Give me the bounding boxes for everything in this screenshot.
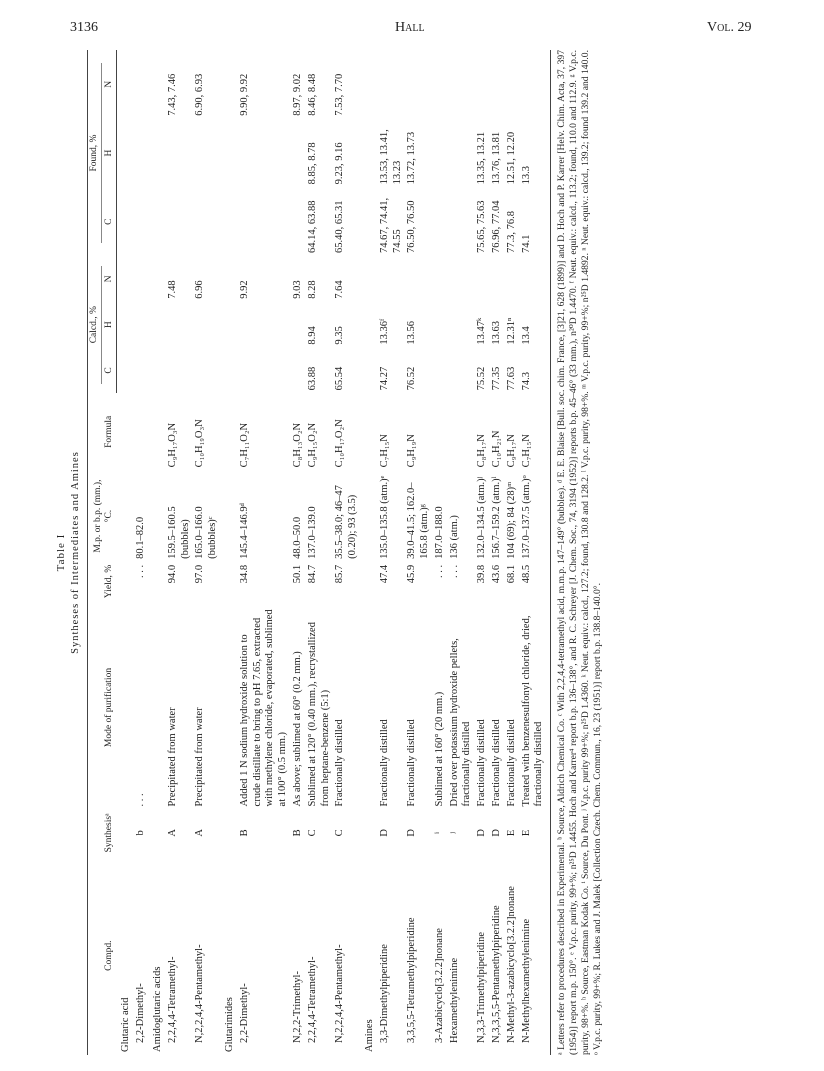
table-cell-calcd-c <box>238 348 291 394</box>
table-cell-calcd-c <box>193 348 221 394</box>
table-cell-mp: 165.0–166.0 (bubbles)ᶜ <box>194 506 219 559</box>
table-cell-calcd-n: 6.96 <box>194 280 206 299</box>
table-cell-mp: 136 (atm.) <box>448 515 460 559</box>
table-cell-formula <box>134 393 149 470</box>
table-cell-calcd-n <box>134 256 149 302</box>
table-cell-formula: C₁₀H₁₇O₂N <box>334 419 346 468</box>
table-cell-found-c <box>193 187 221 256</box>
table-cell-calcd-n: 7.64 <box>334 280 346 299</box>
table-cell-compd: 3-Azabicyclo[3.2.2]nonane <box>433 928 445 1043</box>
table-cell-synthesis: b <box>135 830 147 836</box>
page-number: 3136 <box>70 20 98 35</box>
table-cell-calcd-h: 13.63 <box>491 320 503 345</box>
table-row <box>291 50 306 1055</box>
table-cell-found-n <box>433 50 448 119</box>
header-found-c: C <box>103 187 117 256</box>
table-cell-yield: 50.1 <box>291 564 303 584</box>
header-calcd-h: H <box>103 302 117 348</box>
table-cell-yield: 85.7 <box>334 564 346 584</box>
table-cell-found-h <box>448 119 476 188</box>
table-cell-found-c: 76.96, 77.04 <box>491 200 503 254</box>
table-cell-calcd-h <box>193 302 221 348</box>
table-cell-found-n: 7.53, 7.70 <box>334 73 346 116</box>
table-cell-mode: As above; sublimed at 60° (0.2 mm.) <box>291 651 303 807</box>
table-cell-calcd-n <box>433 256 448 302</box>
table-cell-calcd-c <box>448 348 476 394</box>
table-cell-synthesis: D <box>476 829 488 837</box>
table-cell-mode: Fractionally distilled <box>491 719 503 807</box>
table-row <box>378 50 406 1055</box>
table-cell-mode: Fractionally distilled <box>505 719 517 807</box>
table-cell-calcd-n: 9.03 <box>291 280 303 299</box>
table-cell-compd: 2,2,4,4-Tetramethyl- <box>306 956 318 1043</box>
table-cell-mode: Added 1 N sodium hydroxide solution to crude distillate to bring to pH 7.65, extracted with methylene chloride, evaporated, sublimed at 100° (0.5 mm.) <box>238 609 289 807</box>
table-cell-found-c <box>134 187 149 256</box>
table-cell-found-c <box>166 187 194 256</box>
table-cell-found-n: 8.46, 8.48 <box>306 73 318 116</box>
table-cell-mode: Fractionally distilled <box>476 719 488 807</box>
table-cell-found-h: 13.35, 13.21 <box>476 131 488 185</box>
table-row <box>306 50 334 1055</box>
table-row <box>333 50 361 1055</box>
table-cell-mp: 156.7–159.2 (atm.)ˡ <box>491 476 503 559</box>
table-cell-compd: 2,2-Dimethyl- <box>135 983 147 1043</box>
table-cell-found-n <box>505 50 520 119</box>
table-section-row <box>149 50 166 1055</box>
table-cell-mode: Precipitated from water <box>194 707 206 807</box>
table-cell-compd: N,2,2,4,4-Pentamethyl- <box>334 944 346 1043</box>
table-cell-mp: 145.4–146.9ᵈ <box>238 503 250 559</box>
table-cell-found-n: 8.97, 9.02 <box>291 73 303 116</box>
table-number: Table I <box>55 533 67 572</box>
table-cell-calcd-c: 63.88 <box>306 366 318 391</box>
table-footnotes: ᵃ Letters refer to procedures described in Experimental. ᵇ Source, Aldrich Chemical Co. ᶜ With 2,2,4,4-tetramethyl acid, m.m.p. 147–149° (bubbles). ᵈ E. E. Blaise [Bull. soc. chim. France, [3]21, 628 (1899)] and D. Hoch and P. Karrer [Helv. Chim. Acta, 37, 397 (1954)] report m.p. 150°. ᵉ V.p.c. purity, 99+%; n²⁵D 1.4455. Hoch and Karrer⁴ report b.p. 136–138°, and R. C. Schreyer [J. Chem. Soc., 74, 3194 (1952)] reports b.p. 45–46° (33 mm.), n²⁰D 1.4470. ᶠ Neut. equiv.: calcd., 113.2; found, 110.0 and 112.9. ᵍ V.p.c. purity, 98+%. ʰ Source, Eastman Kodak Co. ⁱ Source, Du Pont. ʲ V.p.c. purity 99+%; n²⁵D 1.4360. ᵏ Neut. equiv.: calcd., 127.2; found, 130.8 and 128.2. ˡ V.p.c. purity, 98+%. ᵐ V.p.c. purity, 99+%; n²⁵D 1.4892. ⁿ Neut. equiv.: calcd., 139.2; found 139.2 and 140.0. ᵒ V.p.c. purity, 99+%; R. Lukes and J. Malek [Collection Czech. Chem. Commun., 16, 23 (1951)] report b.p. 138.8–140.0°. <box>556 50 604 1055</box>
table-cell-mp: 132.0–134.5 (atm.)ʲ <box>476 476 488 559</box>
table-cell-compd: N,2,2-Trimethyl- <box>291 971 303 1043</box>
section-label: Amines <box>363 1019 375 1052</box>
table-cell-found-h <box>134 119 149 188</box>
table-cell-calcd-h <box>433 302 448 348</box>
table-cell-calcd-c <box>166 348 194 394</box>
table-cell-synthesis: A <box>194 829 206 837</box>
table-cell-formula <box>448 393 476 470</box>
table-cell-found-c: 75.65, 75.63 <box>476 200 488 254</box>
table-cell-calcd-c: 76.52 <box>406 366 418 391</box>
header-calcd-n: N <box>103 256 117 302</box>
table-cell-found-h: 13.3 <box>520 119 551 188</box>
table-cell-calcd-c <box>291 348 306 394</box>
volume-label: Vol. 29 <box>707 20 752 35</box>
table-cell-calcd-n <box>405 256 433 302</box>
table-cell-yield: 43.6 <box>491 564 503 584</box>
table-cell-formula: C₈H₁₇N <box>476 434 488 468</box>
table-cell-mode: Treated with benzenesulfonyl chloride, dried, fractionally distilled <box>520 606 551 810</box>
table-cell-synthesis: A <box>166 829 178 837</box>
table-cell-compd: 3,3,5,5-Tetramethylpiperidine <box>406 917 418 1043</box>
table-cell-found-h: 8.85, 8.78 <box>306 142 318 185</box>
table-cell-found-n <box>448 50 476 119</box>
table-cell-synthesis: ʲ <box>448 832 460 834</box>
running-author: Hall <box>395 20 425 35</box>
table-cell-calcd-h <box>448 302 476 348</box>
table-cell-found-c: 65.40, 65.31 <box>334 200 346 254</box>
table-cell-yield: . . . <box>433 564 445 578</box>
table-cell-compd: N-Methyl-3-azabicyclo[3.2.2]nonane <box>505 886 517 1043</box>
table-cell-calcd-n <box>520 256 551 302</box>
header-found-h: H <box>103 119 117 188</box>
table-cell-formula <box>433 393 448 470</box>
header-found-n: N <box>103 50 117 119</box>
table-caption <box>55 50 83 1055</box>
table-cell-mode: . . . <box>135 793 147 807</box>
table-row <box>193 50 221 1055</box>
table-cell-mp: 35.5–38.0; 46–47 (0.20); 93 (3.5) <box>334 485 359 559</box>
table-cell-mp: 187.0–188.0 <box>433 506 445 559</box>
table-cell-calcd-h: 9.35 <box>334 326 346 345</box>
table-cell-mp: 80.1–82.0 <box>135 516 147 559</box>
section-label: Glutaric acid <box>120 997 132 1052</box>
table-cell-mp: 137.0–139.0 <box>306 506 318 559</box>
table-row <box>238 50 291 1055</box>
table-cell-mp: 48.0–50.0 <box>291 516 303 559</box>
table-cell-calcd-h <box>134 302 149 348</box>
table-cell-mp: 39.0–41.5; 162.0–165.8 (atm.)ᵍ <box>406 482 431 559</box>
table-section-row <box>361 50 378 1055</box>
table-row <box>433 50 448 1055</box>
table-row <box>475 50 490 1055</box>
table-cell-formula: C₁₀H₁₉O₃N <box>194 419 206 468</box>
table-cell-calcd-c <box>134 348 149 394</box>
table-cell-compd: 2,2,4,4-Tetramethyl- <box>166 956 178 1043</box>
table-row <box>134 50 149 1055</box>
table-cell-formula: C₇H₁₁O₂N <box>238 422 250 468</box>
table-cell-mp: 159.5–160.5 (bubbles) <box>166 506 191 559</box>
table-cell-calcd-n <box>448 256 476 302</box>
table-cell-found-n <box>405 50 433 119</box>
table-cell-yield: 34.8 <box>238 564 250 584</box>
table-cell-synthesis: B <box>238 829 250 837</box>
table-cell-formula: C₈H₁₃O₂N <box>291 422 303 468</box>
table-cell-synthesis: C <box>334 829 346 837</box>
table-cell-found-c <box>448 187 476 256</box>
table-cell-yield: 97.0 <box>194 564 206 584</box>
table-cell-mode: Precipitated from water <box>166 707 178 807</box>
table-cell-mode: Fractionally distilled <box>406 719 418 807</box>
header-compd: Compd. <box>88 856 117 1055</box>
table-cell-yield: 84.7 <box>306 564 318 584</box>
table-cell-calcd-c: 74.3 <box>520 348 551 394</box>
table-cell-found-c: 74.1 <box>520 187 551 256</box>
table-cell-calcd-c: 74.27 <box>378 366 390 391</box>
table-cell-found-h <box>433 119 448 188</box>
table-cell-found-h: 13.53, 13.41, 13.23 <box>378 129 403 185</box>
table-cell-formula: C₁₀H₂₁N <box>491 430 503 468</box>
table-row <box>505 50 520 1055</box>
section-label: Glutarimides <box>223 997 235 1052</box>
table-cell-found-h <box>166 119 194 188</box>
table-cell-yield: 45.9 <box>406 564 418 584</box>
table-cell-formula: C₉H₁₉N <box>406 434 418 468</box>
table-cell-calcd-h: 13.56 <box>406 320 418 345</box>
table-cell-calcd-h: 13.36ᶠ <box>378 318 390 345</box>
table-cell-found-c <box>291 187 306 256</box>
table-cell-found-c: 77.3, 76.8 <box>505 211 517 254</box>
table-cell-yield: . . . <box>448 564 460 578</box>
table-cell-calcd-h <box>238 302 291 348</box>
table-cell-found-n <box>520 50 551 119</box>
table-cell-yield: 39.8 <box>476 564 488 584</box>
rotated-table-block <box>55 50 795 1055</box>
table-cell-synthesis: ⁱ <box>433 831 445 834</box>
table-cell-formula: C₉H₁₇O₃N <box>166 422 178 468</box>
table-cell-found-c: 76.50, 76.50 <box>406 200 418 254</box>
table-row <box>520 50 551 1055</box>
table-cell-yield: 68.1 <box>505 564 517 584</box>
table-cell-found-h: 13.72, 13.73 <box>406 131 418 185</box>
table-cell-found-n <box>134 50 149 119</box>
header-yield: Yield, % <box>88 562 117 606</box>
table-cell-found-h <box>193 119 221 188</box>
table-cell-compd: N,2,2,4,4-Pentamethyl- <box>194 944 206 1043</box>
table-cell-found-n: 9.90, 9.92 <box>238 73 250 116</box>
table-row <box>490 50 505 1055</box>
table-section-row <box>117 50 134 1055</box>
table-body <box>117 50 551 1055</box>
table-cell-mode: Fractionally distilled <box>334 719 346 807</box>
table-cell-formula: C₇H₁₅N <box>520 393 551 470</box>
table-cell-mode: Sublimed at 160° (20 mm.) <box>433 691 445 807</box>
header-calcd: Calcd., % <box>88 256 103 393</box>
table-cell-calcd-n <box>475 256 490 302</box>
table-cell-calcd-c: 75.52 <box>476 366 488 391</box>
table-cell-found-c: 74.67, 74.41, 74.55 <box>378 197 403 254</box>
table-cell-mode: Sublimed at 120° (0.40 mm.), recrystallized from heptane-benzene (5:1) <box>306 622 331 807</box>
header-synthesis: Synthesisᵃ <box>88 809 117 856</box>
table-section-row <box>221 50 238 1055</box>
header-formula: Formula <box>88 393 117 470</box>
table-cell-calcd-h: 8.94 <box>306 326 318 345</box>
header-calcd-c: C <box>103 348 117 394</box>
table-cell-calcd-n: 7.48 <box>166 280 178 299</box>
header-mp: M.p. or b.p. (mm.), °C. <box>88 470 117 562</box>
table-cell-synthesis: D <box>378 829 390 837</box>
table-cell-mp: 137.0–137.5 (atm.)ᵒ <box>520 470 551 562</box>
table-cell-found-n: 6.90, 6.93 <box>194 73 206 116</box>
table-cell-synthesis: B <box>291 829 303 837</box>
table-cell-yield: 47.4 <box>378 564 390 584</box>
table-cell-calcd-n <box>490 256 505 302</box>
table-cell-calcd-h <box>166 302 194 348</box>
table-cell-calcd-h: 12.31ⁿ <box>505 317 517 345</box>
table-cell-calcd-c: 77.35 <box>491 366 503 391</box>
table-cell-calcd-c: 65.54 <box>334 366 346 391</box>
table-cell-calcd-c <box>433 348 448 394</box>
table-cell-formula: C₇H₁₅N <box>378 434 390 468</box>
table-cell-found-n <box>378 50 406 119</box>
header-mode: Mode of purification <box>88 606 117 810</box>
table-cell-yield: 48.5 <box>520 562 551 606</box>
table-title: Syntheses of Intermediates and Amines <box>70 451 82 654</box>
table-cell-calcd-n <box>378 256 406 302</box>
table-cell-mode: Fractionally distilled <box>378 719 390 807</box>
table-cell-compd: N,3,3-Trimethylpiperidine <box>476 931 488 1043</box>
table-cell-yield: 94.0 <box>166 564 178 584</box>
table-cell-calcd-n <box>505 256 520 302</box>
table-cell-compd: N-Methylhexamethylenimine <box>520 856 551 1055</box>
table-cell-mp: 104 (69); 84 (28)ᵐ <box>505 481 517 559</box>
table-cell-found-n: 7.43, 7.46 <box>166 73 178 116</box>
table-cell-calcd-h: 13.47ᵏ <box>476 317 488 345</box>
table-cell-found-n <box>475 50 490 119</box>
header-found: Found, % <box>88 50 103 256</box>
table-cell-found-c <box>433 187 448 256</box>
table-cell-found-c: 64.14, 63.88 <box>306 200 318 254</box>
table-cell-compd: N,3,3,5,5-Pentamethylpiperidine <box>491 905 503 1043</box>
table-cell-synthesis: D <box>406 829 418 837</box>
table-row <box>448 50 476 1055</box>
section-label: Amidoglutaric acids <box>151 966 163 1052</box>
table-cell-calcd-h <box>291 302 306 348</box>
table-cell-calcd-n: 8.28 <box>306 280 318 299</box>
table-cell-found-c <box>238 187 291 256</box>
table-cell-compd: Hexamethylenimine <box>448 957 460 1043</box>
table-cell-found-h <box>238 119 291 188</box>
table-cell-compd: 2,2-Dimethyl- <box>238 983 250 1043</box>
table-cell-formula: C₉H₁₅O₂N <box>306 422 318 468</box>
table-cell-mp: 135.0–135.8 (atm.)ᵉ <box>378 475 390 559</box>
table-row <box>405 50 433 1055</box>
table-cell-calcd-c: 77.63 <box>505 366 517 391</box>
table-cell-found-h: 9.23, 9.16 <box>334 142 346 185</box>
table-cell-compd: 3,3-Dimethylpiperidine <box>378 944 390 1043</box>
table-cell-mode: Dried over potassium hydroxide pellets, fractionally distilled <box>448 638 473 807</box>
table-cell-synthesis: E <box>520 809 551 856</box>
table-cell-calcd-n: 9.92 <box>238 280 250 299</box>
table-cell-calcd-h: 13.4 <box>520 302 551 348</box>
table-cell-found-n <box>490 50 505 119</box>
table-cell-synthesis: C <box>306 829 318 837</box>
table-cell-found-h <box>291 119 306 188</box>
synthesis-table <box>87 50 551 1055</box>
table-row <box>166 50 194 1055</box>
table-cell-formula: C₉H₁₇N <box>505 434 517 468</box>
table-cell-yield: . . . <box>135 564 147 578</box>
table-cell-synthesis: D <box>491 829 503 837</box>
table-cell-found-h: 13.76, 13.81 <box>491 131 503 185</box>
table-cell-synthesis: E <box>505 829 517 837</box>
table-cell-found-h: 12.51, 12.20 <box>505 131 517 185</box>
